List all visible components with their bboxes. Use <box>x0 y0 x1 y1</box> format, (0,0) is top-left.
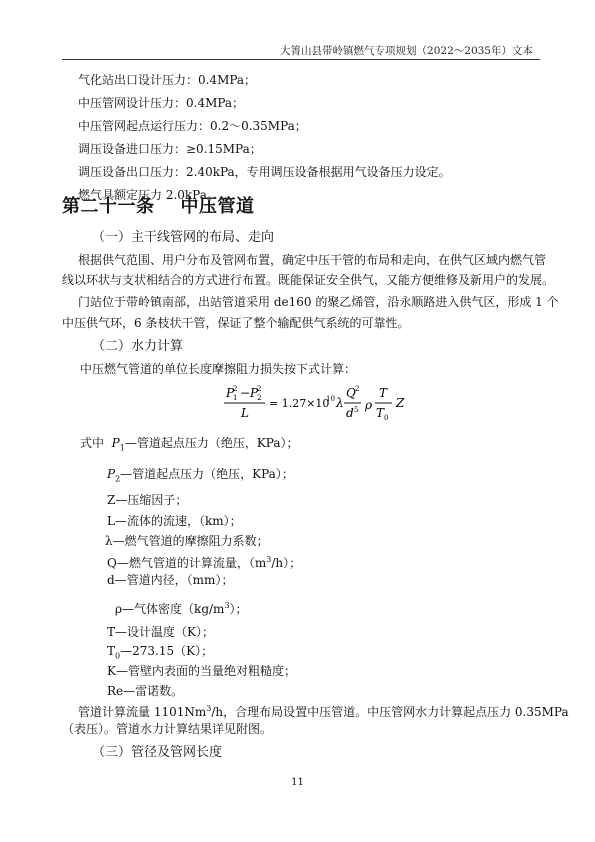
article-heading <box>62 192 255 218</box>
var-desc: —管道起点压力（绝压，KPa）； <box>120 467 294 481</box>
friction-loss-formula <box>220 383 420 427</box>
paragraph-line: 门站位于带岭镇南部，出站管道采用 de160 的聚乙烯管，沿永顺路进入供气区，形成 1 个 <box>78 295 559 309</box>
var-desc: —管道起点压力（绝压，KPa）； <box>124 436 299 450</box>
param-line: 调压设备出口压力：2.40kPa，专用调压设备根据用气设备压力设定。 <box>78 165 451 179</box>
variable-line <box>107 643 213 664</box>
formula-q: Q <box>346 386 356 400</box>
paragraph-line: 根据供气范围、用户分布及管网布置，确定中压干管的布局和走向，在供气区域内燃气管 <box>78 253 547 267</box>
where-label: 式中 <box>80 436 105 450</box>
formula-t0-sub: 0 <box>384 414 389 422</box>
section-heading: （一）主干线管网的布局、走向 <box>92 230 275 245</box>
formula-lambda: λ <box>336 396 344 410</box>
formula-p1-sub: 1 <box>233 394 238 402</box>
result-text: /h，合理布局设置中压管道。中压管网水力计算起点压力 0.35MPa <box>211 705 569 719</box>
formula-l: L <box>241 406 249 420</box>
formula-p2-sub: 2 <box>257 394 262 402</box>
variable-line <box>115 598 248 617</box>
var-desc: T <box>107 644 116 658</box>
var-desc: ρ—气体密度（kg/m <box>115 602 225 616</box>
page-number: 11 <box>291 777 304 788</box>
var-desc: Q—燃气管道的计算流量，（m <box>107 556 267 570</box>
variable-line: λ—燃气管道的摩擦阻力系数； <box>105 534 269 548</box>
formula-z: Z <box>396 396 405 410</box>
var-desc: /h）； <box>271 556 302 570</box>
var-symbol-sub: 2 <box>115 474 121 484</box>
var-desc: —273.15（K）； <box>120 644 214 658</box>
variable-line: K—管壁内表面的当量绝对粗糙度； <box>107 664 296 678</box>
section-heading: （三）管径及管网长度 <box>92 745 223 760</box>
paragraph-line: 中压供气环，6 条枝状干管，保证了整个输配供气系统的可靠性。 <box>62 316 410 330</box>
paragraph-line: 线以环状与支状相结合的方式进行布置。既能保证安全供气，又能方便维修及新用户的发展。 <box>62 273 555 287</box>
formula-exponent: 10 <box>326 395 335 403</box>
formula-rho: ρ <box>365 398 373 412</box>
formula-t: T <box>379 386 388 400</box>
result-sup: 3 <box>206 704 212 713</box>
variable-line <box>107 552 301 571</box>
param-line: 调压设备进口压力：≥0.15MPa； <box>78 142 262 156</box>
var-sub: 0 <box>115 651 121 661</box>
formula-d-sup: 5 <box>354 406 359 414</box>
formula-t0: T <box>376 406 385 420</box>
header-rule <box>62 59 540 60</box>
section-heading: （二）水力计算 <box>92 339 184 354</box>
formula-d: d <box>346 406 354 420</box>
variable-line: Z—压缩因子； <box>107 493 188 507</box>
param-line: 气化站出口设计压力：0.4MPa； <box>78 73 257 87</box>
formula-p2-sq: 2 <box>257 385 262 393</box>
variable-line: d—管道内径，（mm）； <box>107 573 234 587</box>
variable-line <box>107 466 294 487</box>
formula-q-sup: 2 <box>355 385 360 393</box>
formula-p2: P <box>250 386 259 400</box>
param-line: 燃气具额定压力 2.0kPa。 <box>78 188 219 202</box>
variable-line: L—流体的流速，（km）； <box>107 514 242 528</box>
var-desc: ）； <box>229 602 248 616</box>
paragraph-line <box>78 701 569 720</box>
article-number: 第二十一条 <box>62 196 155 217</box>
var-sup: 3 <box>266 555 272 564</box>
variable-line <box>80 435 298 456</box>
formula-coefficient: = 1.27×10 <box>269 397 330 410</box>
var-sup: 3 <box>224 601 230 610</box>
formula-minus: − <box>240 386 251 400</box>
formula-p1: P <box>226 386 235 400</box>
variable-line: T—设计温度（K）； <box>107 625 214 639</box>
var-symbol-sub: 1 <box>119 443 125 453</box>
formula-p1-sq: 2 <box>233 385 238 393</box>
param-line: 中压管网起点运行压力：0.2～0.35MPa； <box>78 119 307 133</box>
variable-line: Re—雷诺数。 <box>107 684 184 698</box>
paragraph-line: （表压）。管道水力计算结果详见附图。 <box>62 722 273 736</box>
result-text: 管道计算流量 1101Nm <box>78 705 207 719</box>
article-title: 中压管道 <box>180 196 255 217</box>
running-header: 大箐山县带岭镇燃气专项规划（2022～2035年）文本 <box>280 45 533 57</box>
formula-svg <box>220 383 420 427</box>
paragraph-line: 中压燃气管道的单位长度摩擦阻力损失按下式计算： <box>80 362 357 376</box>
var-symbol: P <box>107 467 116 481</box>
var-symbol: P <box>111 436 120 450</box>
param-line: 中压管网设计压力：0.4MPa； <box>78 96 245 110</box>
